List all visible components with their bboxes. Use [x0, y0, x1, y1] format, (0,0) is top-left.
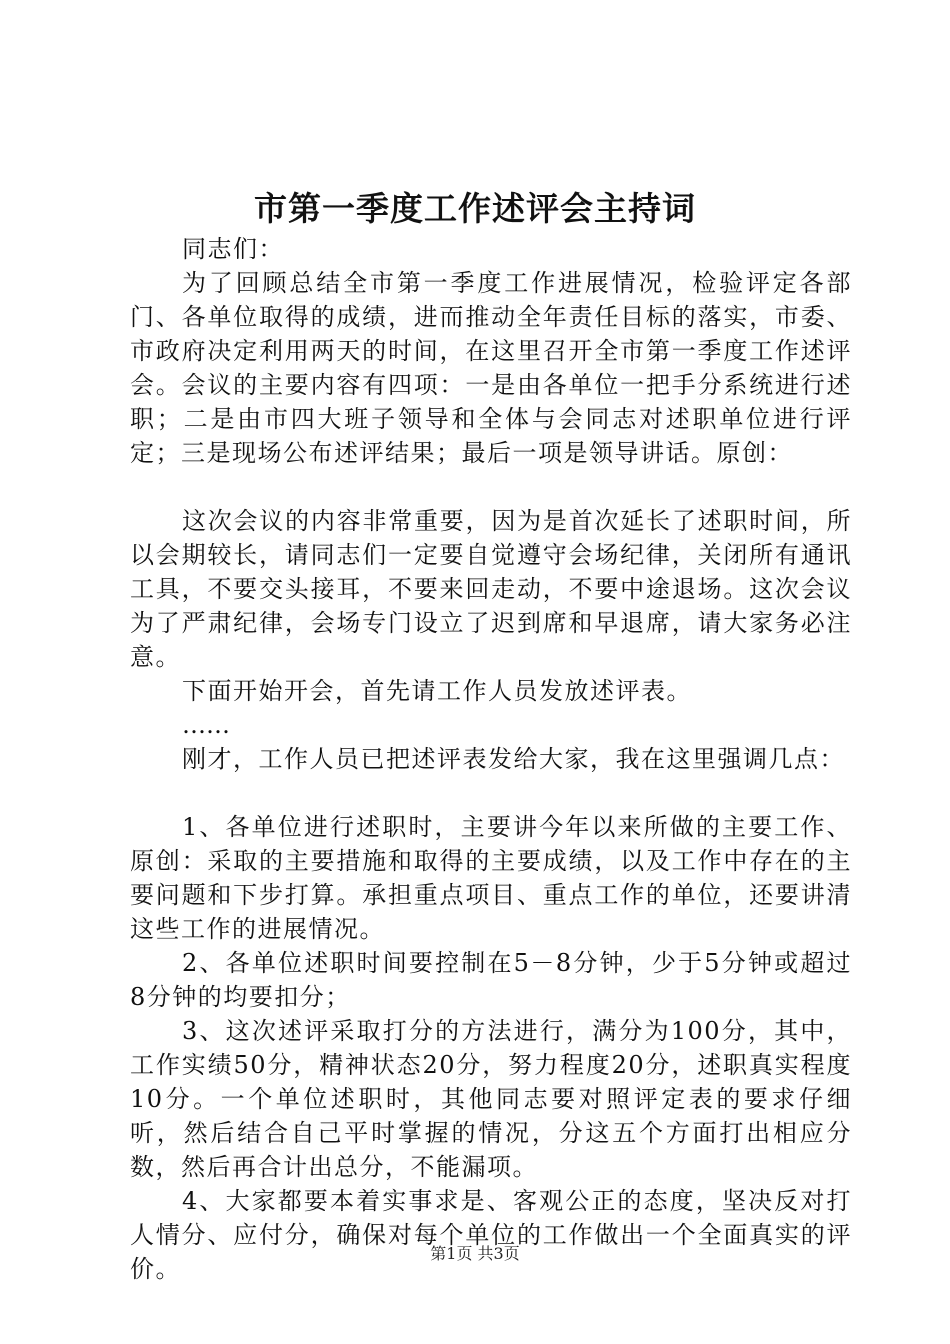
document-body — [130, 232, 852, 1286]
list-item-paragraph: 1、各单位进行述职时，主要讲今年以来所做的主要工作、原创：采取的主要措施和取得的主要成绩，以及工作中存在的主要问题和下步打算。承担重点项目、重点工作的单位，还要讲清这些工作的进展情况。 — [130, 813, 852, 943]
ellipsis-paragraph: …… — [182, 711, 230, 739]
salutation-paragraph: 同志们： — [182, 235, 284, 263]
list-item-paragraph: 2、各单位述职时间要控制在5－8分钟，少于5分钟或超过8分钟的均要扣分； — [130, 949, 852, 1011]
list-item-paragraph: 3、这次述评采取打分的方法进行，满分为100分，其中，工作实绩50分，精神状态20分，努力程度20分，述职真实程度10分。一个单位述职时，其他同志要对照评定表的要求仔细听，然后结合自己平时掌握的情况，分这五个方面打出相应分数，然后再合计出总分，不能漏项。 — [130, 1017, 852, 1181]
body-paragraph: 下面开始开会，首先请工作人员发放述评表。 — [182, 677, 692, 705]
body-paragraph: 这次会议的内容非常重要，因为是首次延长了述职时间，所以会期较长，请同志们一定要自觉遵守会场纪律，关闭所有通讯工具，不要交头接耳，不要来回走动，不要中途退场。这次会议为了严肃纪律，会场专门设立了迟到席和早退席，请大家务必注意。 — [130, 507, 852, 671]
list-item-paragraph: 4、大家都要本着实事求是、客观公正的态度，坚决反对打人情分、应付分，确保对每个单位的工作做出一个全面真实的评价。 — [130, 1187, 852, 1283]
body-paragraph: 为了回顾总结全市第一季度工作进展情况，检验评定各部门、各单位取得的成绩，进而推动全年责任目标的落实，市委、市政府决定利用两天的时间，在这里召开全市第一季度工作述评会。会议的主要内容有四项：一是由各单位一把手分系统进行述职；二是由市四大班子领导和全体与会同志对述职单位进行评定；三是现场公布述评结果；最后一项是领导讲话。原创： — [130, 269, 852, 467]
page-footer: 第1页 共3页 — [430, 1244, 520, 1263]
document-title: 市第一季度工作述评会主持词 — [254, 189, 696, 228]
body-paragraph: 刚才，工作人员已把述评表发给大家，我在这里强调几点： — [182, 745, 845, 773]
